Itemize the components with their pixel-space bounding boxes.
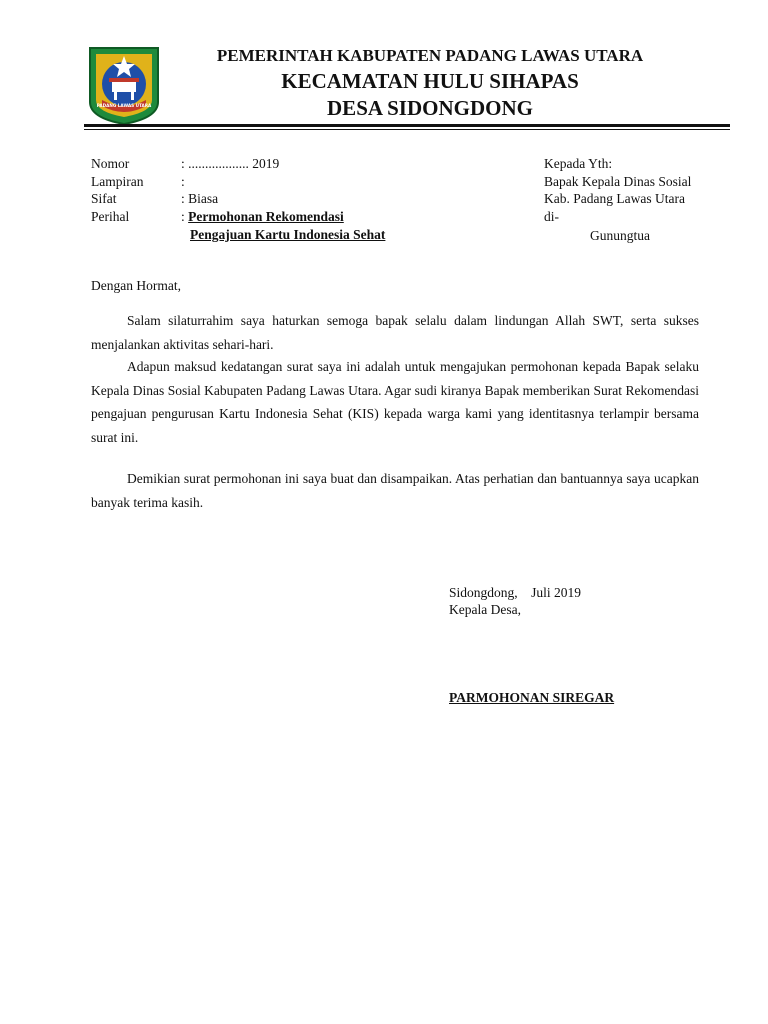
perihal-value (181, 208, 344, 225)
emblem-ribbon-text: PADANG LAWAS UTARA (96, 103, 152, 108)
sifat-value: : Biasa (181, 191, 219, 206)
letterhead-district: KECAMATAN HULU SIHAPAS (281, 69, 579, 93)
perihal-subject-line1: Permohonan Rekomendasi (188, 209, 344, 224)
signature-place-date: Sidongdong, Juli 2019 (449, 585, 582, 600)
paragraph-closing: Demikian surat permohonan ini saya buat dan disampaikan. Atas perhatian dan bantuannya saya ucapkan banyak terima kasih. (91, 471, 699, 510)
recipient-city: Gunungtua (590, 228, 650, 243)
greeting: Dengan Hormat, (91, 278, 181, 293)
regency-emblem (84, 42, 164, 126)
lampiran-label: Lampiran (91, 174, 144, 189)
nomor-label: Nomor (91, 156, 130, 171)
recipient-di: di- (544, 209, 559, 224)
recipient-title: Bapak Kepala Dinas Sosial (544, 174, 692, 189)
perihal-subject-line2: Pengajuan Kartu Indonesia Sehat (190, 227, 386, 242)
paragraph-opening: Salam silaturrahim saya haturkan semoga bapak selalu dalam lindungan Allah SWT, serta sukses menjalankan aktivitas sehari-hari. (91, 313, 699, 352)
nomor-value: : .................. 2019 (181, 156, 280, 171)
letterhead-divider-thick (84, 124, 730, 127)
letterhead-divider-thin (84, 129, 730, 130)
recipient-regency: Kab. Padang Lawas Utara (544, 191, 685, 206)
paragraph-purpose: Adapun maksud kedatangan surat saya ini adalah untuk mengajukan permohonan kepada Bapak selaku Kepala Dinas Sosial Kabupaten Padang Lawas Utara. Agar sudi kiranya Bapak memberikan Surat Rekomendasi pengajuan pengurusan Kartu Indonesia Sehat (KIS) kepada warga kami yang identitasnya terlampir bersama surat ini. (91, 359, 699, 445)
recipient-salutation: Kepada Yth: (544, 156, 613, 171)
perihal-colon: : (181, 209, 189, 224)
lampiran-value: : (181, 174, 185, 189)
letterhead-village: DESA SIDONGDONG (327, 96, 533, 120)
perihal-label: Perihal (91, 209, 130, 224)
sifat-label: Sifat (91, 191, 117, 206)
signatory-name: PARMOHONAN SIREGAR (449, 690, 615, 705)
letterhead-government: PEMERINTAH KABUPATEN PADANG LAWAS UTARA (216, 46, 644, 65)
signature-title: Kepala Desa, (449, 602, 521, 617)
